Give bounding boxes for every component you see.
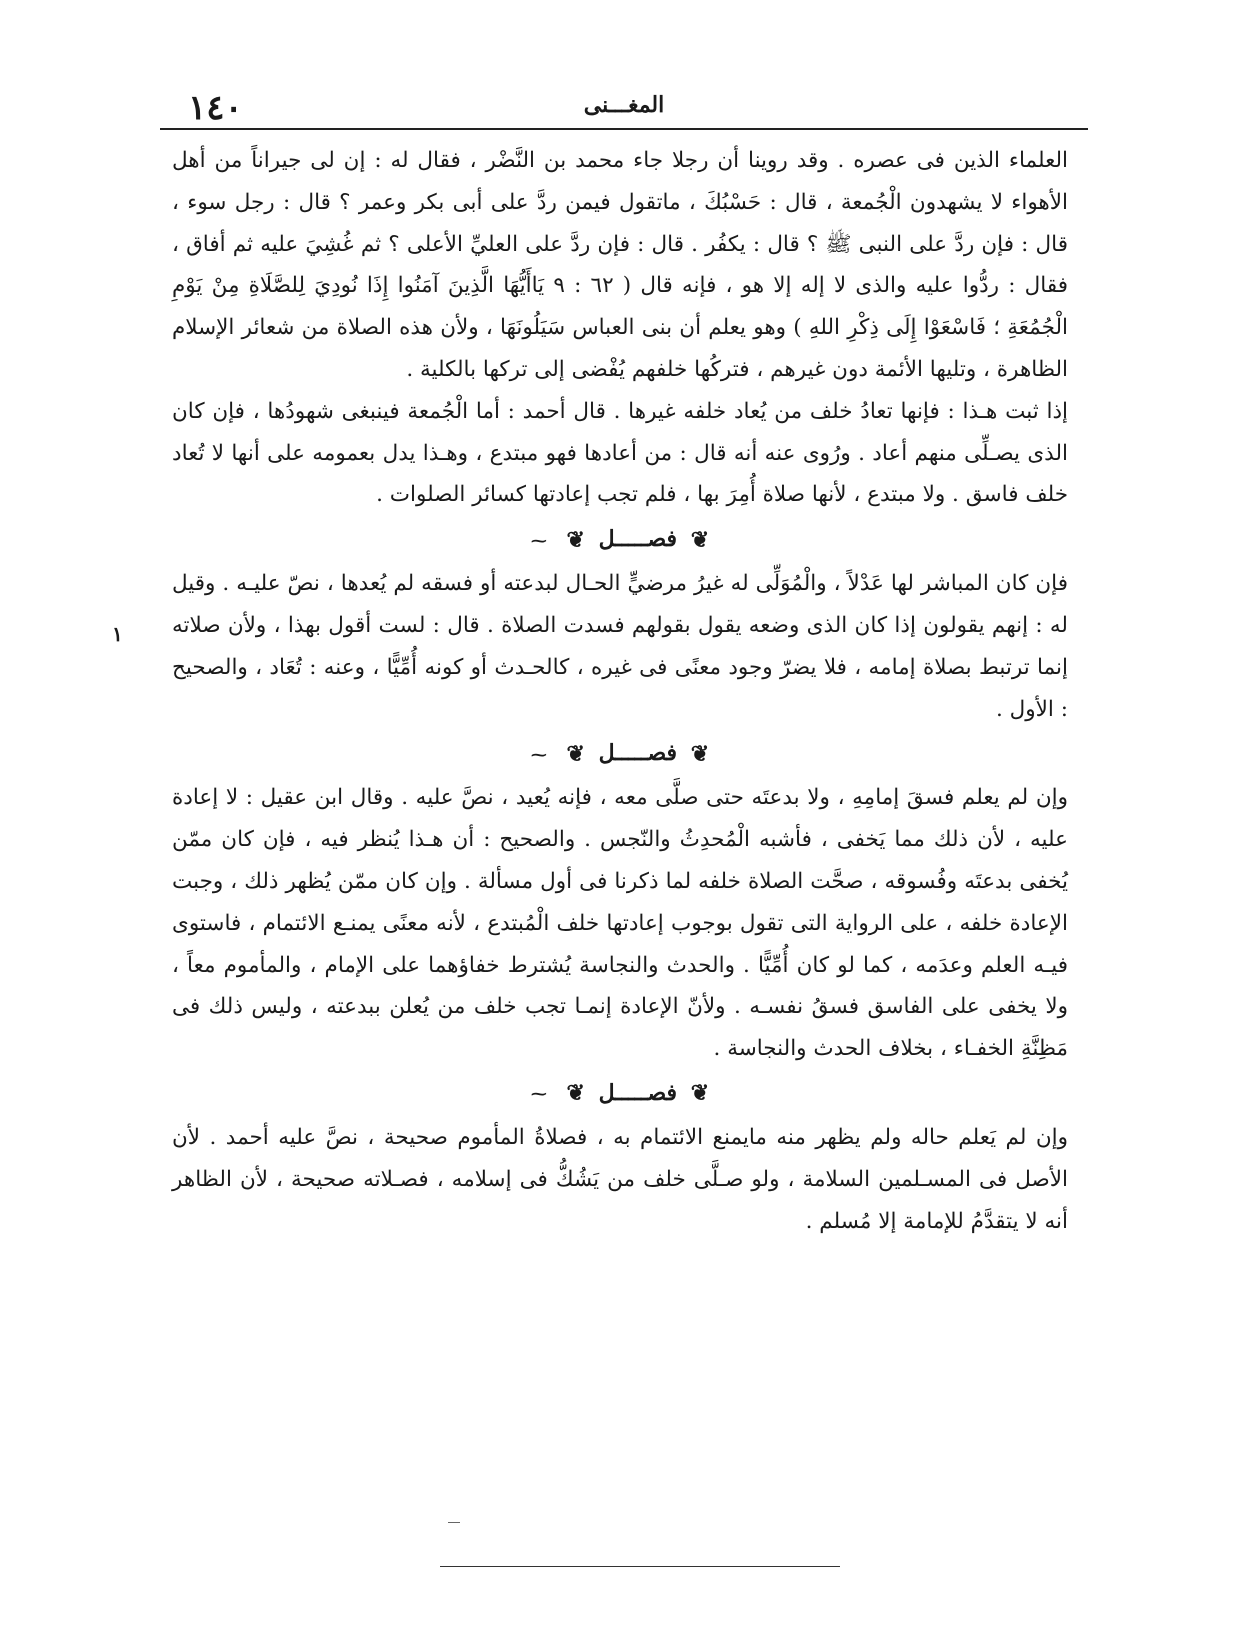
section-heading-label: فصـــــل	[598, 1079, 678, 1106]
ornament-icon: ❦	[690, 740, 710, 767]
header-rule	[160, 128, 1088, 130]
ornament-icon: ❦	[690, 526, 710, 553]
ornament-tail-icon: ⁓	[530, 530, 547, 550]
paragraph: وإن لم يَعلم حاله ولم يظهر منه مايمنع الائتمام به ، فصلاةُ المأموم صحيحة ، نصَّ عليه أحمد . لأن الأصل فى المسـلمين السلامة ، ولو صـلَّى خلف من يَشُكُّ فى إسلامه ، فصـلاته صحيحة ، لأن الظاهر أنه لا يتقدَّمُ للإمامة إلا مُسلم .	[172, 1124, 1068, 1234]
paragraph: إذا ثبت هـذا : فإنها تعادُ خلف من يُعاد خلفه غيرها . قال أحمد : أما الْجُمعة فينبغى شهودُها ، فإن كان الذى يصـلِّى منهم أعاد . ورُوى عنه أنه قال : من أعادها فهو مبتدع ، وهـذا يدل بعمومه على أنها لا تُعاد خلف فاسق . ولا مبتدع ، لأنها صلاة أُمِرَ بها ، فلم تجب إعادتها كسائر الصلوات .	[172, 398, 1068, 508]
page-number: ١٤٠	[188, 88, 243, 128]
section-heading	[172, 1070, 1068, 1117]
body-text	[172, 140, 1068, 1242]
paragraph: وإن لم يعلم فسقَ إمامِهِ ، ولا بدعتَه حتى صلَّى معه ، فإنه يُعيد ، نصَّ عليه . وقال ابن عقيل : لا إعادة عليه ، لأن ذلك مما يَخفى ، فأشبه الْمُحدِثُ والنّجس . والصحيح : أن هـذا يُنظر فيه ، فإن كان ممّن يُخفى بدعتَه وفُسوقه ، صحَّت الصلاة خلفه لما ذكرنا فى أول مسألة . وإن كان ممّن يُظهر ذلك ، وجبت الإعادة خلفه ، على الرواية التى تقول بوجوب إعادتها خلف الْمُبتدع ، لأنه معنًى يمنـع الائتمام ، فاستوى فيـه العلم وعدَمه ، كما لو كان أُمِّيًّا . والحدث والنجاسة يُشترط خفاؤهما على الإمام ، والمأموم معاً ، ولا يخفى على الفاسق فسقُ نفسـه . ولأنّ الإعادة إنمـا تجب خلف من يُعلن ببدعته ، وليس ذلك فى مَظِنَّةِ الخفـاء ، بخلاف الحدث والنجاسة .	[172, 785, 1068, 1062]
page-header	[160, 88, 1088, 130]
ornament-tail-icon: ⁓	[530, 744, 547, 764]
section-heading	[172, 730, 1068, 777]
ornament-icon: ❦	[566, 526, 585, 553]
paragraph: فإن كان المباشر لها عَدْلاً ، والْمُوَلِّى له غيرُ مرضيٍّ الحـال لبدعته أو فسقه لم يُعدها ، نصّ عليـه . وقيل له : إنهم يقولون إذا كان الذى وضعه يقول بقولهم فسدت الصلاة . قال : لست أقول بهذا ، ولأن صلاته إنما ترتبط بصلاة إمامه ، فلا يضرّ وجود معنًى فى غيره ، كالحـدث أو كونه أُمِّيًّا ، وعنه : تُعَاد ، والصحيح : الأول .	[172, 571, 1068, 722]
section-heading-label: فصـــــل	[598, 740, 678, 767]
footer-mark	[448, 1522, 460, 1523]
ornament-icon: ❦	[566, 1080, 585, 1107]
running-title: المغـــنى	[583, 92, 665, 118]
section-heading	[172, 516, 1068, 563]
ornament-tail-icon: ⁓	[530, 1084, 547, 1104]
footer-rule	[440, 1566, 840, 1567]
ornament-icon: ❦	[566, 740, 585, 767]
ornament-icon: ❦	[690, 1080, 710, 1107]
paragraph: العلماء الذين فى عصره . وقد روينا أن رجلا جاء محمد بن النَّضْر ، فقال له : إن لى جيراناً من أهل الأهواء لا يشهدون الْجُمعة ، قال : حَسْبُكَ ، ماتقول فيمن ردَّ على أبى بكر وعمر ؟ قال : رجل سوء ، قال : فإن ردَّ على النبى ﷺ ؟ قال : يكفُر . قال : فإن ردَّ على العليِّ الأعلى ؟ ثم غُشِيَ عليه ثم أفاق ، فقال : ردُّوا عليه والذى لا إله إلا هو ، فإنه قال ( ٦٢ : ٩ يَاأَيُّهَا الَّذِينَ آمَنُوا إِذَا نُودِيَ لِلصَّلَاةِ مِنْ يَوْمِ الْجُمُعَةِ ؛ فَاسْعَوْا إِلَى ذِكْرِ اللهِ ) وهو يعلم أن بنى العباس سَيَلُونَهَا ، ولأن هذه الصلاة من شعائر الإسلام الظاهرة ، وتليها الأئمة دون غيرهم ، فتركُها خلفهم يُفْضى إلى تركها بالكلية .	[172, 148, 1068, 382]
margin-mark: ١	[112, 622, 123, 646]
section-heading-label: فصـــــل	[598, 526, 678, 553]
